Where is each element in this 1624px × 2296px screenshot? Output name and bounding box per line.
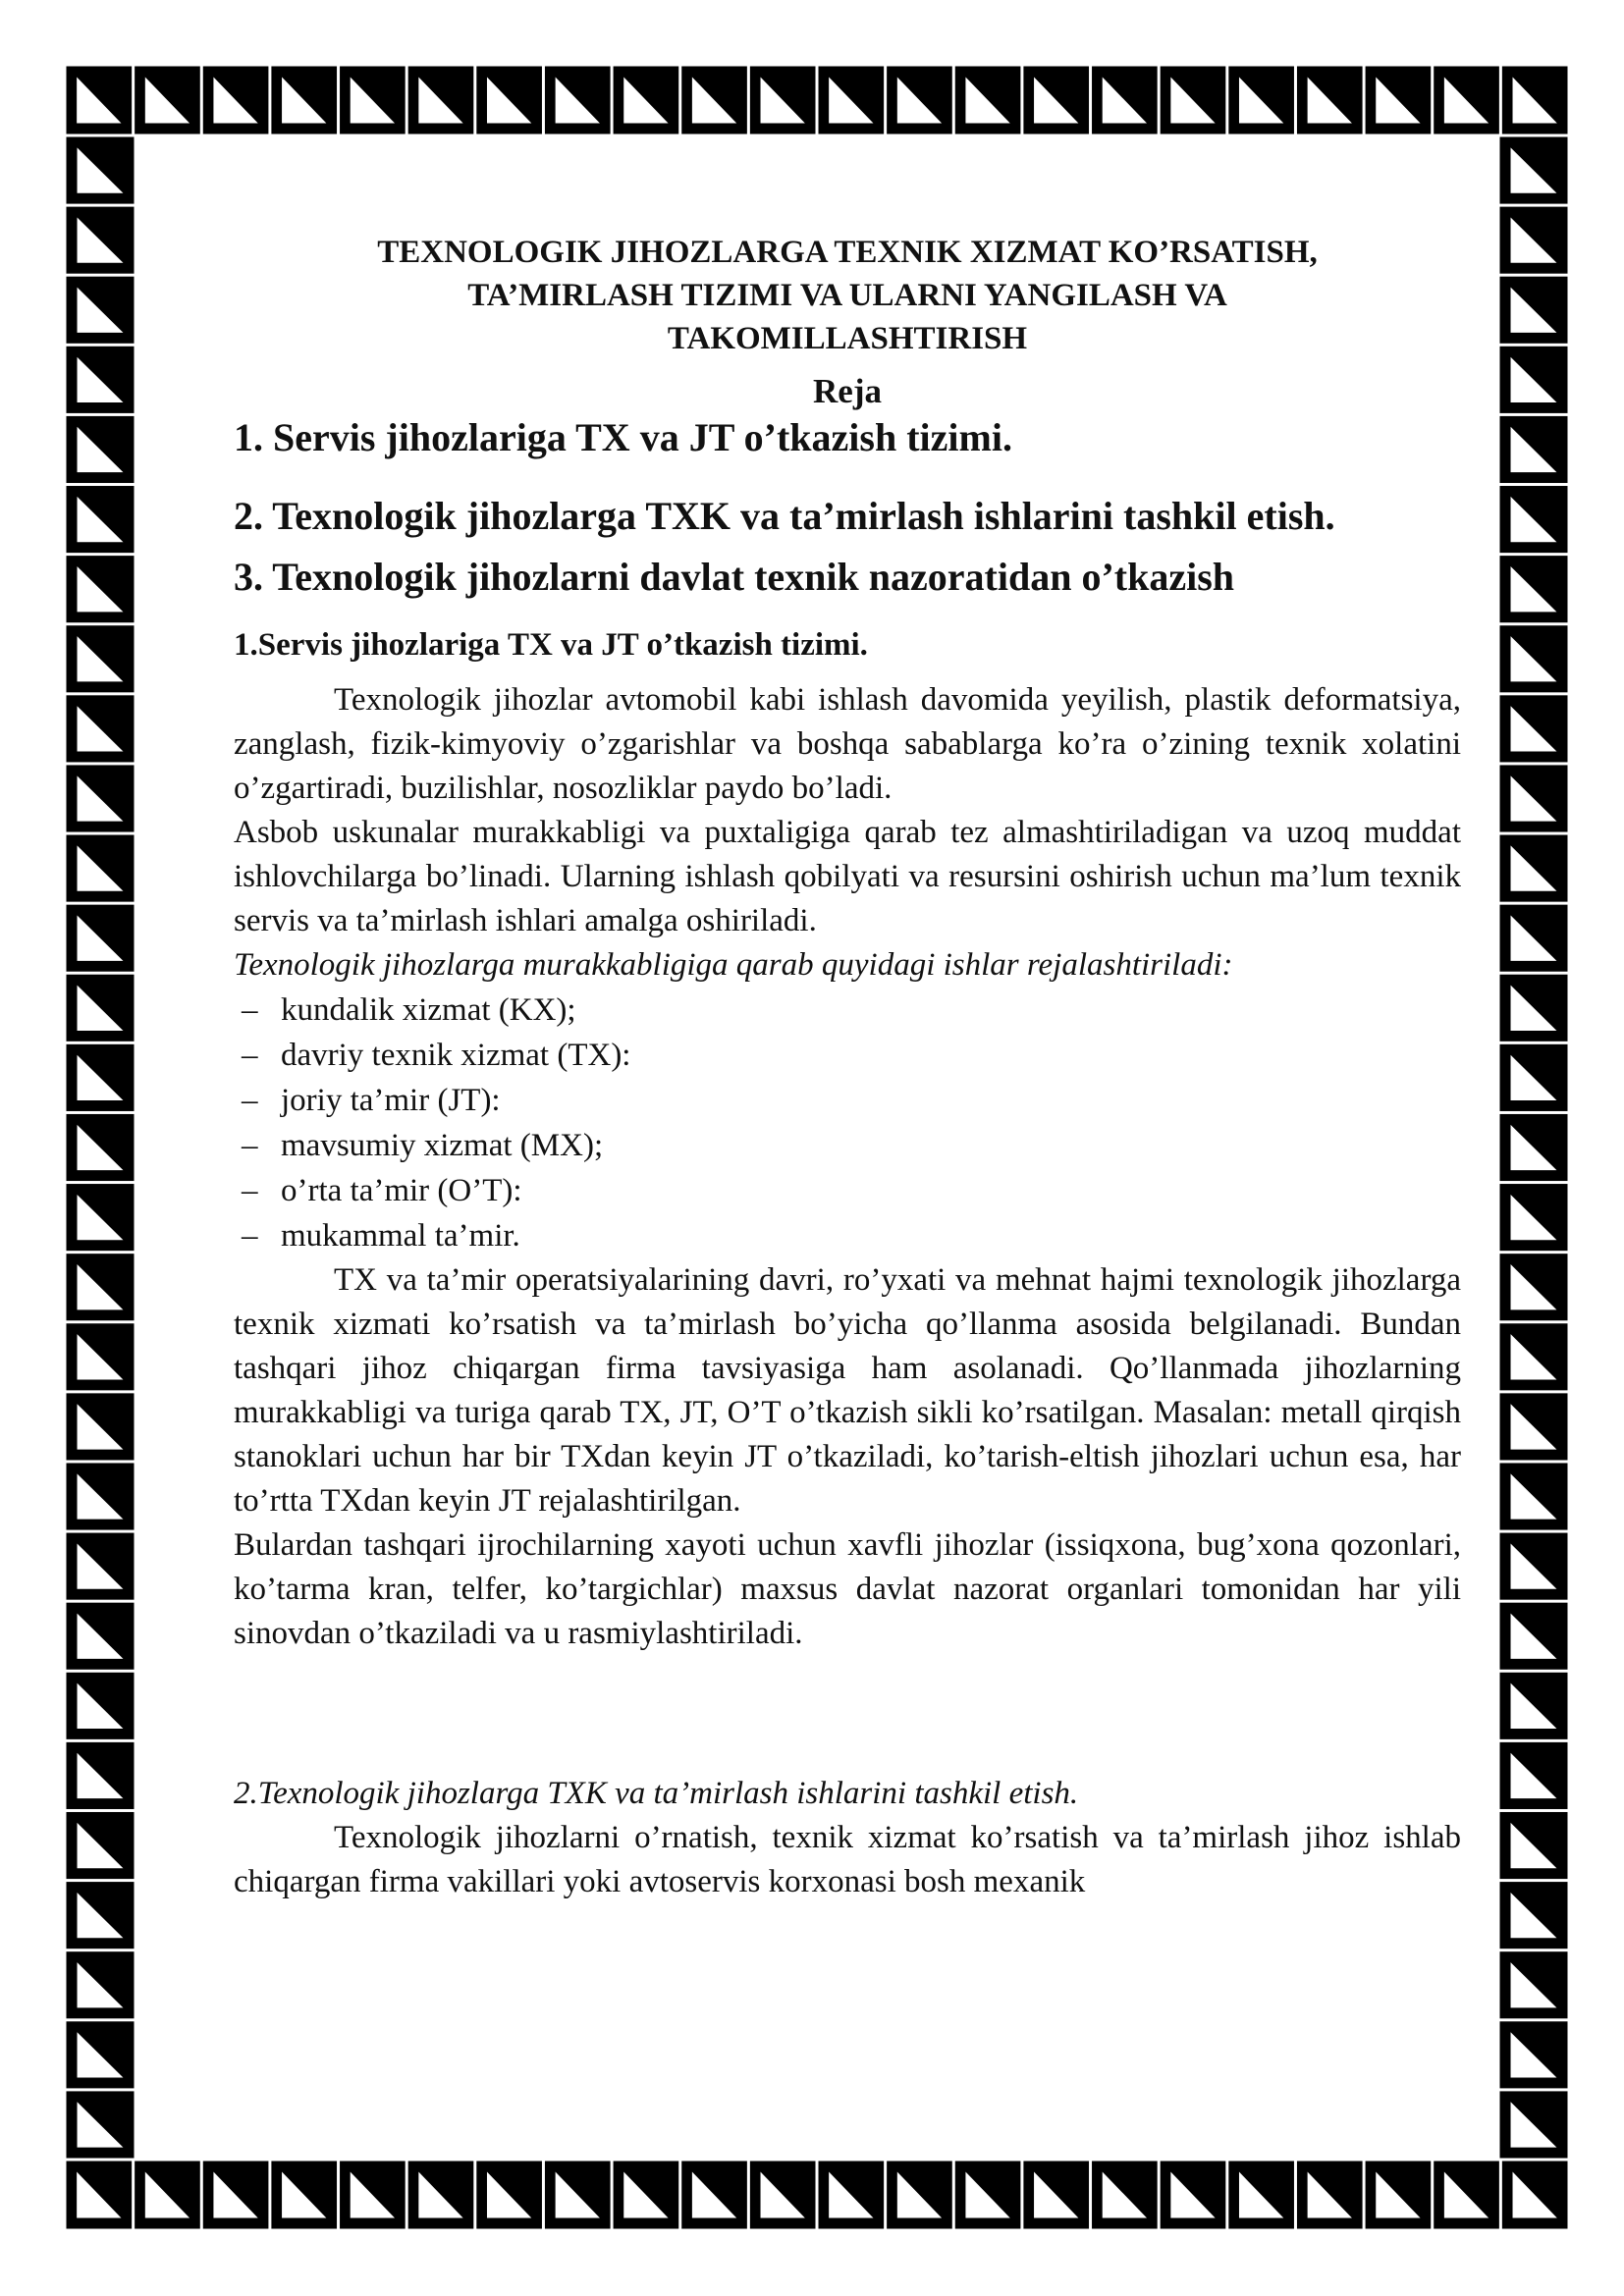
body-paragraph: Texnologik jihozlarni o’rnatish, texnik xizmat ko’rsatish va ta’mirlash jihoz ishlab chiqargan firma vakillari yoki avtoservis korxonasi bosh mexanik	[234, 1820, 1461, 1899]
border-left	[65, 135, 135, 2160]
border-tile	[1500, 975, 1568, 1041]
dash-bullet: –	[242, 1038, 258, 1073]
title-line: TEXNOLOGIK JIHOZLARGA TEXNIK XIZMAT KO’RSATISH,	[377, 235, 1318, 270]
border-tile	[1500, 1812, 1568, 1879]
list-item-text: joriy ta’mir (JT):	[281, 1083, 501, 1118]
border-tile	[1502, 67, 1568, 134]
border-tile	[1500, 2021, 1568, 2088]
body-paragraph: Bulardan tashqari ijrochilarning xayoti uchun xavfli jihozlar (issiqxona, bug’xona qozonlari, ko’tarma kran, telfer, ko’targichlar) maxsus davlat nazorat organlari tomonidan har yili sinovdan o’tkaziladi va u rasmiylashtiriladi.	[234, 1527, 1461, 1651]
border-right	[1498, 135, 1569, 2160]
border-tile	[67, 347, 135, 413]
list-item	[234, 1033, 1461, 1078]
list-item-text: davriy texnik xizmat (TX):	[281, 1038, 631, 1073]
title-line: TA’MIRLASH TIZIMI VA ULARNI YANGILASH VA	[467, 278, 1227, 313]
section-heading: 2.Texnologik jihozlarga TXK va ta’mirlash ishlarini tashkil etish.	[234, 1776, 1079, 1811]
border-tile	[67, 1044, 135, 1111]
border-tile	[67, 1533, 135, 1600]
decorative-border-right	[1498, 135, 1569, 2160]
border-tile	[1500, 1044, 1568, 1111]
border-tile	[1500, 835, 1568, 902]
border-tile	[203, 67, 269, 134]
border-tile	[1228, 67, 1294, 134]
border-tile	[1366, 2162, 1432, 2229]
border-tile	[67, 277, 135, 344]
body-paragraph: Texnologik jihozlar avtomobil kabi ishlash davomida yeyilish, plastik deformatsiya, zanglash, fizik-kimyoviy o’zgarishlar va boshqa sabablarga ko’ra o’zining texnik xolatini o’zgartiradi, buzilishlar, nosozliklar paydo bo’ladi.	[234, 682, 1461, 806]
border-tile	[545, 2162, 611, 2229]
plan-item: 3. Texnologik jihozlarni davlat texnik nazoratidan o’tkazish	[234, 555, 1235, 599]
body-paragraph: TX va ta’mir operatsiyalarining davri, ro’yxati va mehnat hajmi texnologik jihozlarga texnik xizmati ko’rsatish va ta’mirlash bo’yicha qo’llanma asosida belgilanadi. Bundan tashqari jihoz chiqargan firma tavsiyasiga ham asolanadi. Qo’llanmada jihozlarning murakkabligi va turiga qarab TX, JT, O’T o’tkazish sikli ko’rsatilgan. Masalan: metall qirqish stanoklari uchun har bir TXdan keyin JT o’tkaziladi, ko’tarish-eltish jihozlari uchun esa, har to’rtta TXdan keyin JT rejalashtirilgan.	[234, 1262, 1461, 1519]
border-tile	[1500, 1323, 1568, 1390]
border-tile	[67, 1254, 135, 1320]
border-tile	[1500, 1254, 1568, 1320]
border-tile	[67, 1323, 135, 1390]
document-title	[234, 231, 1461, 360]
list-item	[234, 1123, 1461, 1168]
list-item	[234, 1078, 1461, 1123]
border-tile	[67, 1812, 135, 1879]
border-tile	[67, 1742, 135, 1809]
list-item-text: kundalik xizmat (KX);	[281, 992, 576, 1028]
border-tile	[1500, 1951, 1568, 2018]
border-tile	[1502, 2162, 1568, 2229]
border-tile	[67, 2091, 135, 2158]
dash-bullet: –	[242, 1128, 258, 1163]
border-tile	[67, 2021, 135, 2088]
document-page	[234, 231, 1461, 1904]
decorative-border-bottom	[65, 2160, 1569, 2230]
section-heading: 1.Servis jihozlariga TX va JT o’tkazish tizimi.	[234, 627, 868, 663]
border-tile	[1366, 67, 1432, 134]
italic-intro: Texnologik jihozlarga murakkabligiga qarab quyidagi ishlar rejalashtiriladi:	[234, 947, 1233, 983]
border-tile	[203, 2162, 269, 2229]
border-tile	[545, 67, 611, 134]
border-tile	[67, 975, 135, 1041]
border-tile	[67, 695, 135, 762]
title-line: TAKOMILLASHTIRISH	[667, 321, 1028, 356]
border-tile	[67, 835, 135, 902]
border-bottom	[65, 2160, 1569, 2230]
plan-item: 1. Servis jihozlariga TX va JT o’tkazish tizimi.	[234, 415, 1012, 459]
decorative-border-left	[65, 135, 135, 2160]
border-tile	[1500, 695, 1568, 762]
border-tile	[1228, 2162, 1294, 2229]
plan-heading: Reja	[813, 372, 882, 410]
list-item-text: mukammal ta’mir.	[281, 1218, 520, 1254]
list-item	[234, 988, 1461, 1033]
border-tile	[1500, 1742, 1568, 1809]
border-tile	[67, 1951, 135, 2018]
decorative-border-top	[65, 65, 1569, 135]
plan-item: 2. Texnologik jihozlarga TXK va ta’mirlash ishlarini tashkil etish.	[234, 494, 1335, 538]
border-tile	[1500, 2091, 1568, 2158]
work-type-list	[234, 988, 1461, 1258]
border-tile	[1500, 1533, 1568, 1600]
dash-bullet: –	[242, 1218, 258, 1254]
dash-bullet: –	[242, 1083, 258, 1118]
list-item-text: mavsumiy xizmat (MX);	[281, 1128, 604, 1163]
list-item	[234, 1213, 1461, 1258]
dash-bullet: –	[242, 1173, 258, 1208]
border-tile	[1500, 347, 1568, 413]
list-item	[234, 1168, 1461, 1213]
plan-list	[234, 413, 1461, 602]
list-item-text: o’rta ta’mir (O’T):	[281, 1173, 522, 1208]
body-paragraph: Asbob uskunalar murakkabligi va puxtaligiga qarab tez almashtiriladigan va uzoq muddat ishlovchilarga bo’linadi. Ularning ishlash qobilyati va resursini oshirish uchun ma’lum texnik servis va ta’mirlash ishlari amalga oshiriladi.	[234, 815, 1461, 938]
border-top	[65, 65, 1569, 135]
dash-bullet: –	[242, 992, 258, 1028]
border-tile	[1500, 277, 1568, 344]
